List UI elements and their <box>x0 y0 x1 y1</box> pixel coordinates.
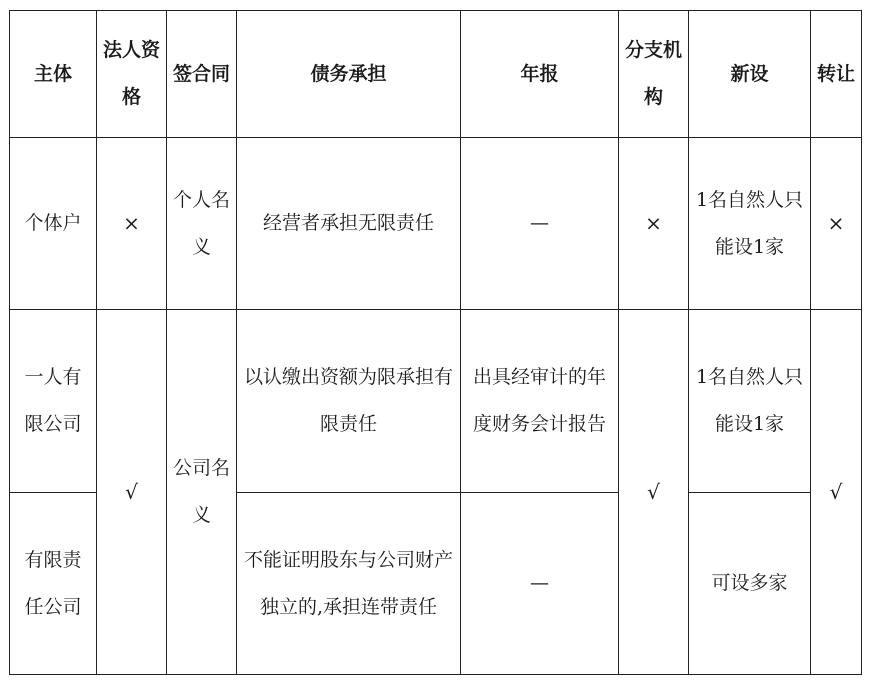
cell-new-setup: 1名自然人只能设1家 <box>689 138 811 310</box>
cell-report: 出具经审计的年度财务会计报告 <box>461 310 619 493</box>
header-row <box>10 11 862 138</box>
cell-contract: 个人名义 <box>167 138 237 310</box>
cell-branch: × <box>619 138 689 310</box>
header-new-setup: 新设 <box>689 11 811 138</box>
cell-report: — <box>461 493 619 675</box>
cell-debt: 不能证明股东与公司财产独立的,承担连带责任 <box>237 493 461 675</box>
cell-transfer: × <box>811 138 862 310</box>
cell-transfer: √ <box>811 310 862 675</box>
cell-subject: 一人有限公司 <box>10 310 97 493</box>
header-debt: 债务承担 <box>237 11 461 138</box>
cell-new-setup: 1名自然人只能设1家 <box>689 310 811 493</box>
cell-new-setup: 可设多家 <box>689 493 811 675</box>
cell-subject: 有限责任公司 <box>10 493 97 675</box>
cell-report: — <box>461 138 619 310</box>
header-subject: 主体 <box>10 11 97 138</box>
header-legal-person: 法人资格 <box>97 11 167 138</box>
cell-legal: √ <box>97 310 167 675</box>
header-contract: 签合同 <box>167 11 237 138</box>
cell-branch: √ <box>619 310 689 675</box>
cell-debt: 以认缴出资额为限承担有限责任 <box>237 310 461 493</box>
cell-subject: 个体户 <box>10 138 97 310</box>
header-branch: 分支机构 <box>619 11 689 138</box>
table-row <box>10 310 862 493</box>
header-annual-report: 年报 <box>461 11 619 138</box>
cell-legal: × <box>97 138 167 310</box>
entity-comparison-table <box>9 10 862 675</box>
table-row <box>10 138 862 310</box>
header-transfer: 转让 <box>811 11 862 138</box>
cell-debt: 经营者承担无限责任 <box>237 138 461 310</box>
cell-contract: 公司名义 <box>167 310 237 675</box>
